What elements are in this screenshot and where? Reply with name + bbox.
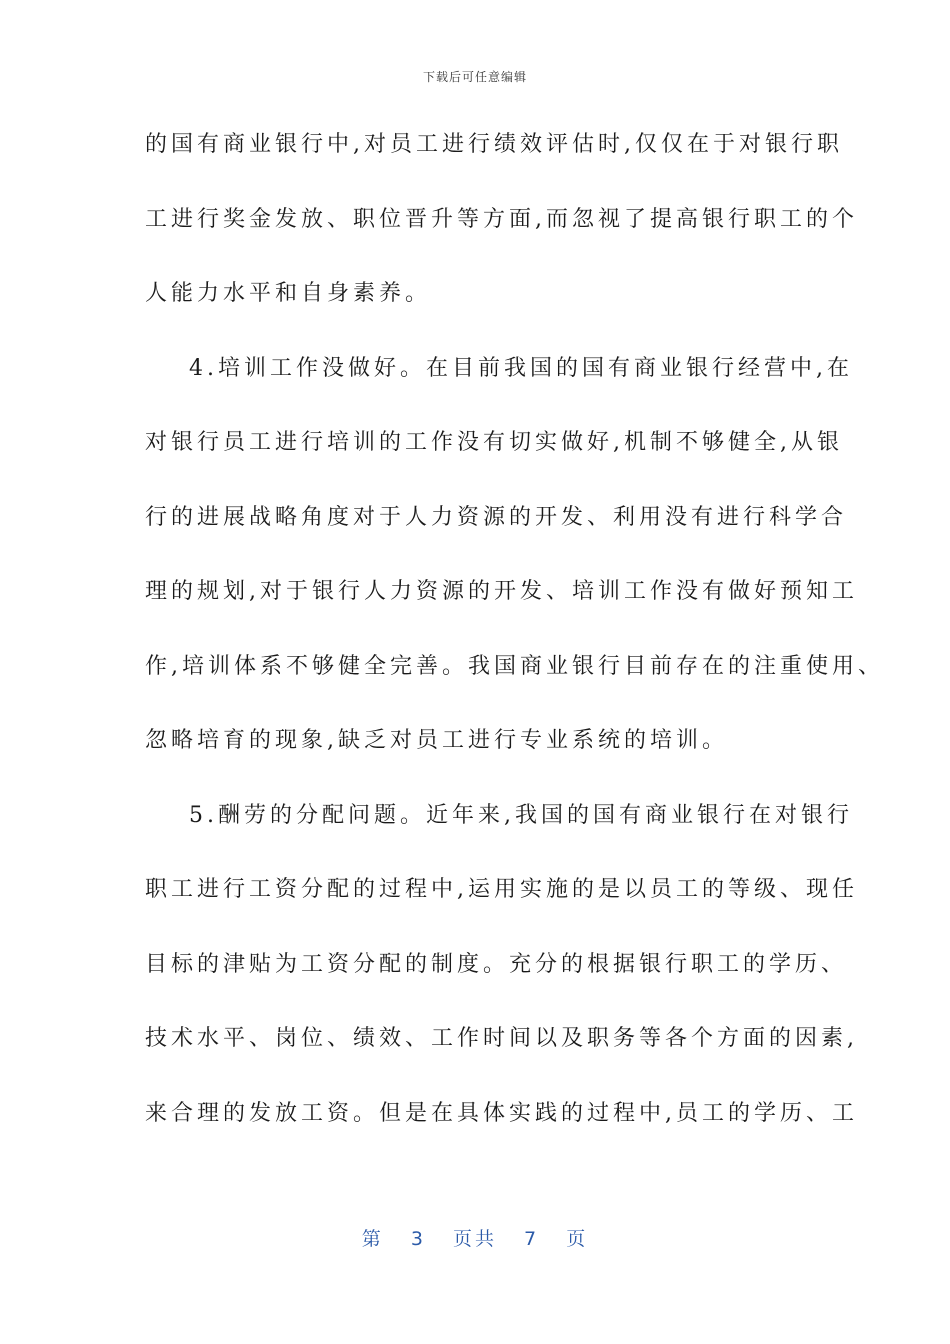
page-label-suffix: 页 bbox=[566, 1228, 589, 1250]
page-number-footer bbox=[0, 1224, 950, 1251]
text-line: 行的进展战略角度对于人力资源的开发、利用没有进行科学合 bbox=[145, 504, 848, 530]
text-line: 工进行奖金发放、职位晋升等方面,而忽视了提高银行职工的个 bbox=[145, 206, 858, 232]
paragraph-start-line: 4.培训工作没做好。在目前我国的国有商业银行经营中,在 bbox=[189, 355, 853, 381]
page-label-prefix: 第 bbox=[361, 1228, 384, 1250]
text-line: 人能力水平和自身素养。 bbox=[145, 281, 432, 306]
text-line: 作,培训体系不够健全完善。我国商业银行目前存在的注重使用、 bbox=[145, 653, 884, 679]
text-line: 忽略培育的现象,缺乏对员工进行专业系统的培训。 bbox=[145, 728, 728, 753]
page-header-note: 下载后可任意编辑 bbox=[422, 70, 527, 84]
paragraph-start-line: 5.酬劳的分配问题。近年来,我国的国有商业银行在对银行 bbox=[189, 802, 853, 828]
current-page-number: 3 bbox=[410, 1228, 426, 1250]
text-line: 目标的津贴为工资分配的制度。充分的根据银行职工的学历、 bbox=[145, 951, 848, 977]
text-line: 来合理的发放工资。但是在具体实践的过程中,员工的学历、工 bbox=[145, 1100, 858, 1126]
text-line: 理的规划,对于银行人力资源的开发、培训工作没有做好预知工 bbox=[145, 579, 858, 604]
text-line: 技术水平、岗位、绩效、工作时间以及职务等各个方面的因素, bbox=[145, 1026, 858, 1051]
page-label-mid: 页共 bbox=[452, 1228, 497, 1250]
text-line: 职工进行工资分配的过程中,运用实施的是以员工的等级、现任 bbox=[145, 877, 858, 902]
text-line: 对银行员工进行培训的工作没有切实做好,机制不够健全,从银 bbox=[145, 430, 843, 455]
text-line: 的国有商业银行中,对员工进行绩效评估时,仅仅在于对银行职 bbox=[145, 132, 843, 157]
document-body bbox=[145, 116, 884, 1159]
total-pages-number: 7 bbox=[524, 1228, 540, 1250]
